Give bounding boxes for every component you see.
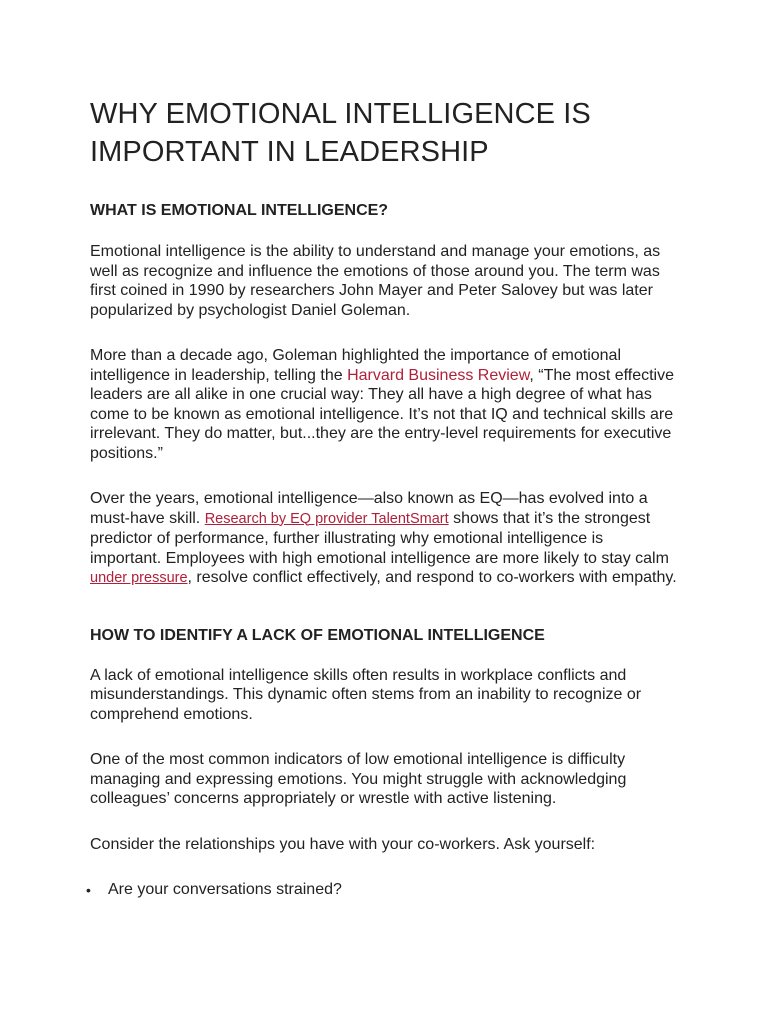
paragraph-indicators-text: One of the most common indicators of low emotional intelligence is difficulty managing and expressing emotions. You might struggle with acknowledging colleagues’ concerns appropriately or wrestle with active listening. bbox=[90, 751, 627, 807]
paragraph-goleman-text-after: , “The most effective leaders are all alike in one crucial way: They all have a high degree of what has come to be known as emotional intelligence. It’s not that IQ and technical skills are irrelevant. They do matter, but...they are the entry-level requirements for executive positions.” bbox=[90, 366, 675, 462]
under-pressure-link[interactable]: under pressure bbox=[90, 570, 188, 586]
paragraph-definition-text: Emotional intelligence is the ability to understand and manage your emotions, as well as recognize and influence the emotions of those around you. The term was first coined in 1990 by researchers John Mayer and Peter Salovey but was later popularized by psychologist Daniel Goleman. bbox=[90, 243, 661, 319]
paragraph-eq-evolution bbox=[90, 489, 678, 589]
paragraph-eq-text-after: , resolve conflict effectively, and respond to co-workers with empathy. bbox=[187, 569, 677, 586]
bullet-icon: • bbox=[86, 882, 91, 898]
section-heading-identify-lack: HOW TO IDENTIFY A LACK OF EMOTIONAL INTELLIGENCE bbox=[90, 626, 545, 644]
paragraph-eq-text-before: Over the years, emotional intelligence—also known as EQ—has evolved into a must-have skill. bbox=[90, 490, 648, 527]
paragraph-lack-skills-text: A lack of emotional intelligence skills often results in workplace conflicts and misunderstandings. This dynamic often stems from an inability to recognize or comprehend emotions. bbox=[90, 666, 642, 723]
section-heading-what-is-ei: WHAT IS EMOTIONAL INTELLIGENCE? bbox=[90, 202, 389, 219]
paragraph-definition bbox=[90, 242, 678, 320]
page-title: WHY EMOTIONAL INTELLIGENCE IS IMPORTANT IN LEADERSHIP bbox=[90, 98, 591, 168]
paragraph-goleman bbox=[90, 346, 678, 463]
harvard-business-review-link[interactable]: Harvard Business Review bbox=[347, 366, 530, 384]
paragraph-goleman-text-before: More than a decade ago, Goleman highlighted the importance of emotional intelligence in leadership, telling the bbox=[90, 347, 622, 384]
question-list bbox=[86, 880, 678, 900]
paragraph-consider-text: Consider the relationships you have with your co-workers. Ask yourself: bbox=[90, 835, 596, 853]
talentsmart-research-link[interactable]: Research by EQ provider TalentSmart bbox=[204, 510, 449, 527]
paragraph-eq-text-middle: shows that it’s the strongest predictor of performance, further illustrating why emotional intelligence is important. Employees with high emotional intelligence are more likely to stay calm bbox=[90, 509, 669, 567]
paragraph-consider bbox=[90, 835, 678, 855]
paragraph-indicators bbox=[90, 750, 678, 809]
list-item bbox=[86, 880, 678, 900]
document-page bbox=[86, 95, 678, 900]
list-item-text: Are your conversations strained? bbox=[108, 881, 342, 898]
paragraph-lack-skills bbox=[90, 666, 678, 725]
